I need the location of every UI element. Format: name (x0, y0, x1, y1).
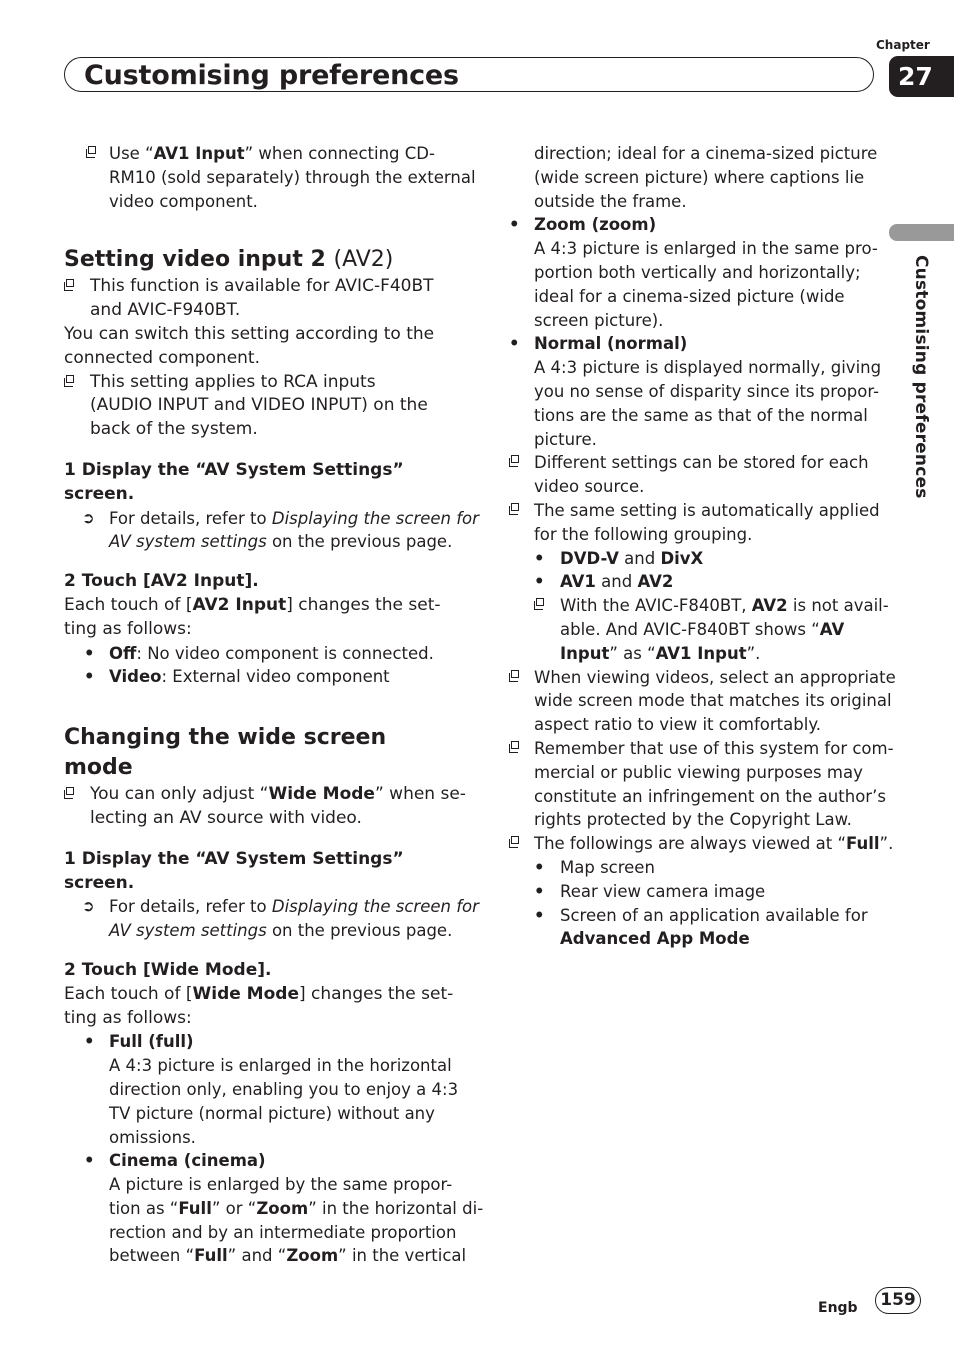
mode-normal: • Normal (normal) A 4:3 picture is displayed normally, giving you no sense of disparity since its propor- tions are the same as that of the normal picture. (509, 334, 882, 449)
note-different-settings: Different settings can be stored for each video source. (509, 451, 879, 499)
mode-cinema: • Cinema (cinema) A picture is enlarged by the same propor- tion as “Full” or “Zoom” in the horizontal di- rection and by an intermediate proportion between “Full” and “Zoom” in the vertical (84, 1151, 484, 1266)
checkbox-bullet-icon (64, 378, 73, 387)
mode-full: • Full (full) A 4:3 picture is enlarged in the horizontal direction only, enabling you to enjoy a 4:3 TV picture (normal picture) without any omissions. (84, 1032, 459, 1147)
page-title: Customising preferences (84, 60, 459, 91)
left-column (64, 142, 484, 1268)
cinema-continued: direction; ideal for a cinema-sized picture (wide screen picture) where captions lie outside the frame. (534, 144, 878, 211)
note-viewing-videos: When viewing videos, select an appropriate wide screen mode that matches its original aspect ratio to view it comfortably. (509, 666, 879, 737)
chapter-label: Chapter (876, 38, 930, 52)
note-copyright: Remember that use of this system for com- mercial or public viewing purposes may constitute an infringement on the author’s rights protected by the Copyright Law. (509, 737, 879, 832)
step-touch-av2-input: 2 Touch [AV2 Input]. (64, 571, 259, 592)
list-item: • Map screen (509, 856, 879, 880)
note-avic-f840bt: With the AVIC-F840BT, AV2 is not avail- able. And AVIC-F840BT shows “AV Input” as “AV1 Input”. (509, 594, 879, 665)
option-video: • Video: External video component (64, 665, 459, 689)
bullet-icon: • (534, 857, 545, 877)
side-tab-marker (889, 224, 954, 241)
checkbox-bullet-icon (509, 839, 518, 848)
note-always-full: The followings are always viewed at “Full”. (509, 832, 879, 856)
note-wide-mode: You can only adjust “Wide Mode” when se- lecting an AV source with video. (64, 783, 459, 831)
group-dvdv-divx: • DVD-V and DivX (509, 547, 879, 571)
checkbox-bullet-icon (86, 149, 95, 158)
paragraph-switch-setting: You can switch this setting according to the connected component. (64, 323, 435, 368)
arrow-reference-icon: ➲ (82, 897, 95, 916)
bullet-icon: • (534, 548, 545, 568)
bullet-icon: • (509, 215, 520, 235)
bullet-icon: • (84, 643, 95, 663)
note-same-setting: The same setting is automatically applied for the following grouping. (509, 499, 879, 547)
note-use-av1: Use “AV1 Input” when connecting CD- RM10 (sold separately) through the external video component. (64, 142, 459, 213)
checkbox-bullet-icon (534, 601, 543, 610)
note-availability: This function is available for AVIC-F40BT and AVIC-F940BT. (64, 275, 459, 323)
checkbox-bullet-icon (509, 458, 518, 467)
arrow-reference-icon: ➲ (82, 508, 95, 527)
list-item: • Screen of an application available for Advanced App Mode (534, 905, 868, 949)
section-title-wide-screen: Changing the wide screen mode (64, 725, 387, 781)
checkbox-bullet-icon (509, 506, 518, 515)
page-number: 159 (875, 1287, 921, 1314)
step-display-av-settings: 1 Display the “AV System Settings” screen. (64, 459, 404, 504)
bullet-icon: • (509, 334, 520, 354)
section-title-video-input-2: Setting video input 2 (AV2) (64, 247, 394, 273)
bullet-icon: • (534, 905, 545, 925)
paragraph-each-touch-av2: Each touch of [AV2 Input] changes the set- ting as follows: (64, 594, 441, 639)
step-touch-wide-mode: 2 Touch [Wide Mode]. (64, 959, 272, 980)
reference-note: ➲ For details, refer to Displaying the screen for AV system settings on the previous page. (82, 508, 479, 552)
paragraph-each-touch-wide: Each touch of [Wide Mode] changes the set- ting as follows: (64, 983, 454, 1028)
checkbox-bullet-icon (64, 790, 73, 799)
language-code: Engb (818, 1300, 858, 1316)
reference-note-2: ➲ For details, refer to Displaying the screen for AV system settings on the previous page. (82, 897, 479, 941)
checkbox-bullet-icon (64, 282, 73, 291)
group-av1-av2: • AV1 and AV2 (509, 570, 879, 594)
bullet-icon: • (534, 881, 545, 901)
mode-zoom: • Zoom (zoom) A 4:3 picture is enlarged in the same pro- portion both vertically and horizontally; ideal for a cinema-sized picture (wide screen picture). (509, 215, 878, 330)
side-tab-label: Customising preferences (911, 255, 931, 499)
chapter-number: 27 (889, 56, 954, 97)
list-item: • Rear view camera image (509, 880, 879, 904)
option-off: • Off: No video component is connected. (64, 642, 459, 666)
note-rca-inputs: This setting applies to RCA inputs (AUDIO INPUT and VIDEO INPUT) on the back of the system. (64, 371, 459, 442)
checkbox-bullet-icon (509, 673, 518, 682)
right-column (509, 142, 896, 951)
bullet-icon: • (534, 572, 545, 592)
step-display-av-settings-2: 1 Display the “AV System Settings” screen. (64, 848, 404, 893)
bullet-icon: • (84, 1151, 95, 1171)
bullet-icon: • (84, 1032, 95, 1052)
checkbox-bullet-icon (509, 744, 518, 753)
bullet-icon: • (84, 667, 95, 687)
